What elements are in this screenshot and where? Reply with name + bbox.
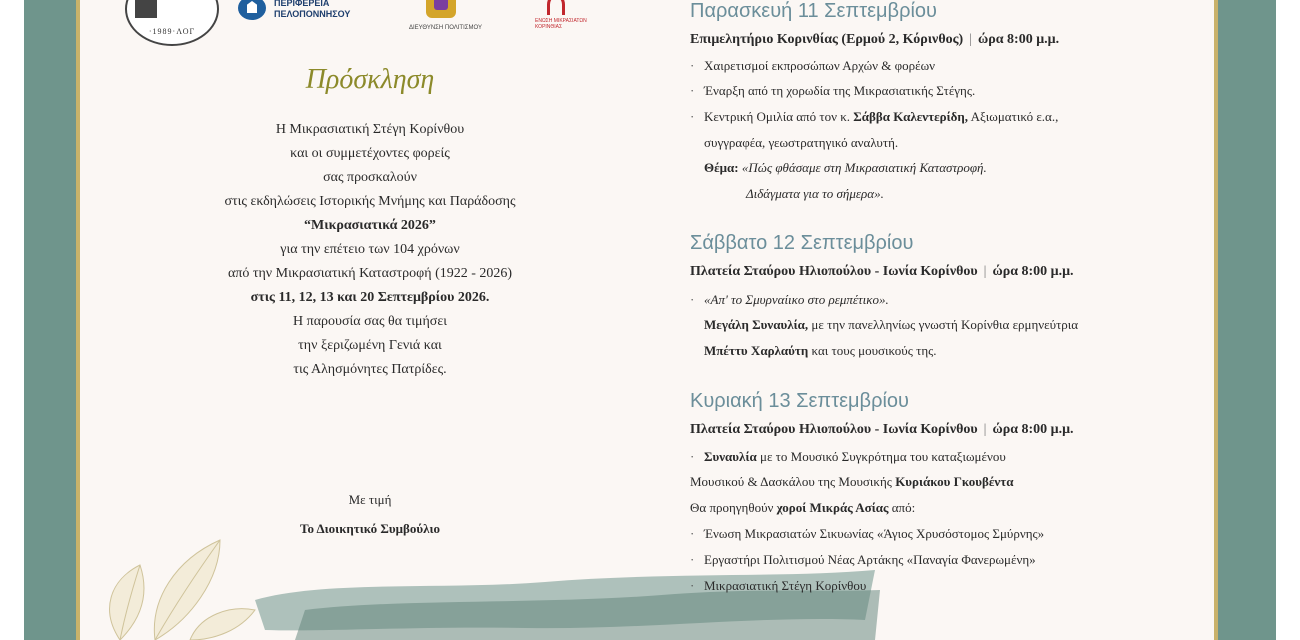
culture-directorate-text: ΔΙΕΥΘΥΝΣΗ ΠΟΛΙΤΙΣΜΟΥ — [409, 25, 482, 31]
day3-group-2: · Εργαστήρι Πολιτισμού Νέας Αρτάκης «Παναγία Φανερωμένη» — [690, 552, 1036, 567]
day3-heading: Κυριακή 13 Σεπτεμβρίου — [690, 390, 909, 412]
day1-venue: Επιμελητήριο Κορινθίας (Ερμού 2, Κόρινθος) | ώρα 8:00 μ.μ. — [690, 32, 1060, 47]
signoff: Με τιμή — [348, 492, 392, 507]
day1-heading: Παρασκευή 11 Σεπτεμβρίου — [690, 0, 937, 22]
invitation-line: και οι συμμετέχοντες φορείς — [290, 146, 450, 161]
logos-strip — [80, 0, 680, 40]
asia-minor-union-logo-icon — [541, 0, 565, 16]
invitation-body — [170, 118, 570, 382]
invitation-line: σας προσκαλούν — [323, 170, 417, 185]
invitation-line: στις εκδηλώσεις Ιστορικής Μνήμης και Παράδοσης — [224, 194, 516, 209]
day2-singer: Μπέττυ Χαρλαύτη και τους μουσικούς της. — [704, 343, 937, 358]
day2-item-title: · «Απ' το Σμυρναίικο στο ρεμπέτικο». — [690, 292, 889, 307]
day1-item-choir: · Έναρξη από τη χορωδία της Μικρασιατικής Στέγης. — [690, 83, 976, 98]
invitation-line: για την επέτειο των 104 χρόνων — [280, 242, 460, 257]
invitation-line: στις 11, 12, 13 και 20 Σεπτεμβρίου 2026. — [250, 290, 490, 305]
gold-border-right — [1214, 0, 1218, 640]
invitation-line: Η παρουσία σας θα τιμήσει — [293, 314, 447, 329]
day1-speaker-bio: συγγραφέα, γεωστρατηγικό αναλυτή. — [704, 135, 899, 150]
leaves-decoration-icon — [80, 520, 260, 640]
day1-item-speech: · Κεντρική Ομιλία από τον κ. Σάββα Καλεντερίδη, Αξιωματικό ε.α., — [690, 109, 1059, 124]
culture-directorate-crest-icon — [426, 0, 456, 18]
day1-theme-cont: Διδάγματα για το σήμερα». — [746, 186, 884, 201]
invitation-line: τις Αλησμόνητες Πατρίδες. — [293, 362, 447, 377]
invitation-line: από την Μικρασιατική Καταστροφή (1922 - 2026) — [227, 266, 513, 281]
day3-musician: Μουσικού & Δασκάλου της Μουσικής Κυριάκου Γκουβέντα — [690, 474, 1014, 489]
invitation-card — [80, 0, 1214, 640]
day1-theme: Θέμα: «Πώς φθάσαμε στη Μικρασιατική Καταστροφή. — [704, 160, 987, 175]
association-seal-icon: ·1989·ΛΟΓ — [125, 0, 219, 46]
day3-group-1: · Ένωση Μικρασιατών Σικυωνίας «Άγιος Χρυσόστομος Σμύρνης» — [690, 526, 1045, 541]
day2-heading: Σάββατο 12 Σεπτεμβρίου — [690, 232, 914, 254]
asia-minor-union-text: ΕΝΩΣΗ ΜΙΚΡΑΣΙΑΤΩΝ ΚΟΡΙΝΘΙΑΣ — [535, 18, 587, 30]
day3-dances: Θα προηγηθούν χοροί Μικράς Ασίας από: — [690, 500, 916, 515]
day3-item-concert: · Συναυλία με το Μουσικό Συγκρότημα του καταξιωμένου — [690, 449, 1006, 464]
day2-concert: Μεγάλη Συναυλία, με την πανελληνίως γνωστή Κορίνθια ερμηνεύτρια — [704, 317, 1079, 332]
region-logo-text: ΠΕΡΙΦΕΡΕΙΑ ΠΕΛΟΠΟΝΝΗΣΟΥ — [274, 0, 351, 19]
invitation-line: “Μικρασιατικά 2026” — [304, 218, 436, 233]
board-signature: Το Διοικητικό Συμβούλιο — [299, 521, 441, 536]
region-emblem-icon — [238, 0, 270, 22]
invitation-line: Η Μικρασιατική Στέγη Κορίνθου — [275, 122, 465, 137]
day1-item-greetings: · Χαιρετισμοί εκπροσώπων Αρχών & φορέων — [690, 58, 936, 73]
invitation-title: Πρόσκληση — [305, 64, 435, 95]
day3-group-3: · Μικρασιατική Στέγη Κορίνθου — [690, 578, 867, 593]
brushstroke-decoration-icon — [245, 560, 885, 640]
day2-venue: Πλατεία Σταύρου Ηλιοπούλου - Ιωνία Κορίνθου | ώρα 8:00 μ.μ. — [690, 264, 1074, 279]
invitation-line: την ξεριζωμένη Γενιά και — [298, 338, 442, 353]
day3-venue: Πλατεία Σταύρου Ηλιοπούλου - Ιωνία Κορίνθου | ώρα 8:00 μ.μ. — [690, 422, 1074, 437]
